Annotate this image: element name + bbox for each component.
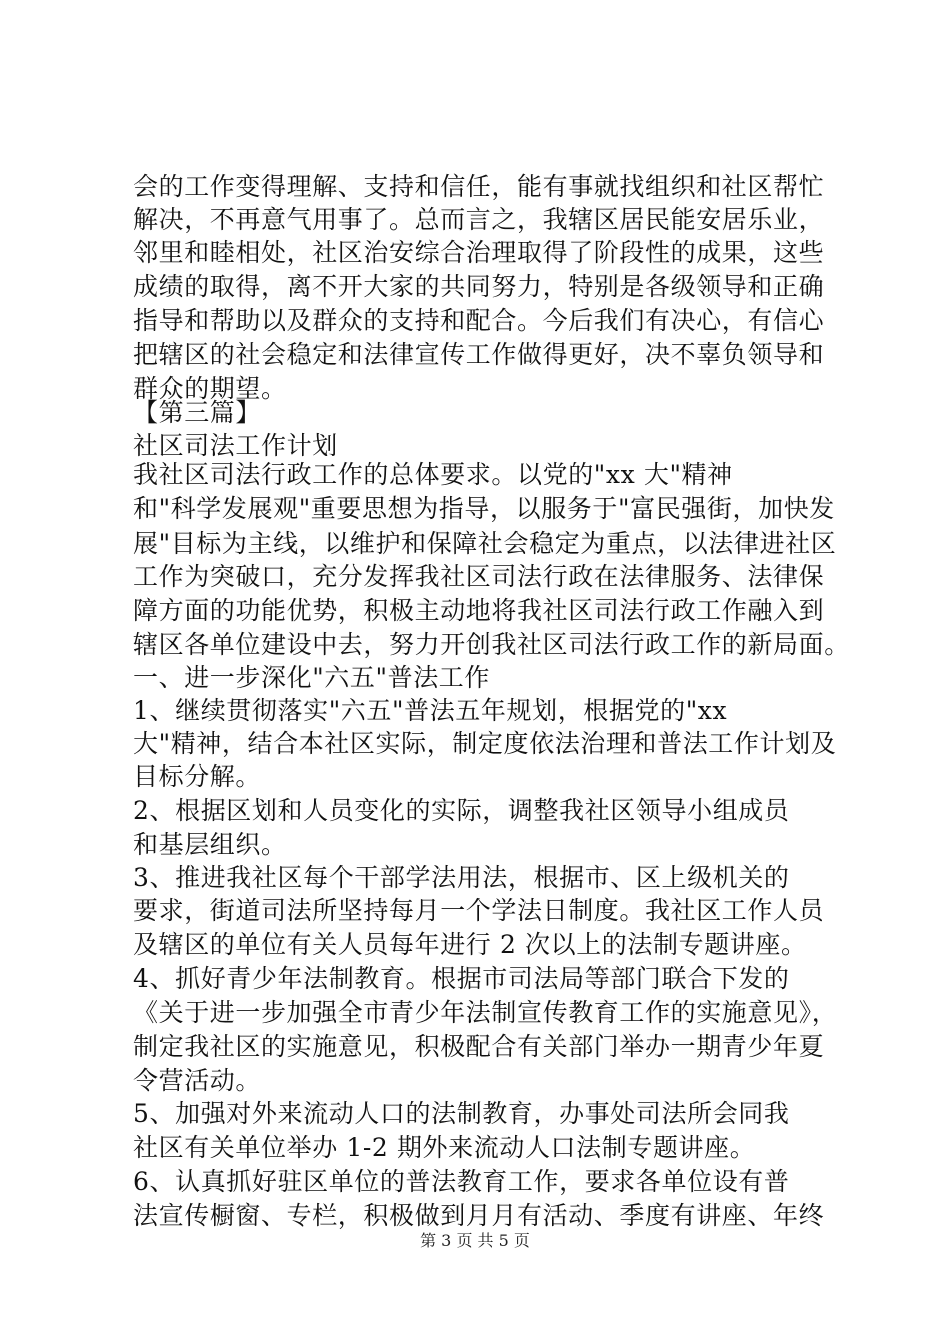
- page-footer: 第 3 页 共 5 页: [420, 1231, 530, 1250]
- text-line: 展"目标为主线，以维护和保障社会稳定为重点，以法律进社区: [133, 529, 837, 558]
- text-line: 3、推进我社区每个干部学法用法，根据市、区上级机关的: [133, 863, 790, 892]
- text-line: 障方面的功能优势，积极主动地将我社区司法行政工作融入到: [133, 596, 825, 625]
- text-line: 我社区司法行政工作的总体要求。以党的"xx 大"精神: [133, 460, 733, 489]
- text-line: 1、继续贯彻落实"六五"普法五年规划，根据党的"xx: [133, 696, 728, 725]
- text-line: 社区有关单位举办 1-2 期外来流动人口法制专题讲座。: [133, 1133, 756, 1162]
- text-line: 邻里和睦相处，社区治安综合治理取得了阶段性的成果，这些: [133, 238, 825, 267]
- text-line: 制定我社区的实施意见，积极配合有关部门举办一期青少年夏: [133, 1032, 825, 1061]
- text-line: 2、根据区划和人员变化的实际，调整我社区领导小组成员: [133, 796, 790, 825]
- text-line: 解决，不再意气用事了。总而言之，我辖区居民能安居乐业，: [133, 205, 825, 234]
- text-line: 社区司法工作计划: [133, 431, 338, 460]
- text-line: 6、认真抓好驻区单位的普法教育工作，要求各单位设有普: [133, 1167, 790, 1196]
- text-line: 和基层组织。: [133, 830, 287, 859]
- text-line: 指导和帮助以及群众的支持和配合。今后我们有决心，有信心: [133, 306, 825, 335]
- text-line: 【第三篇】: [133, 398, 262, 427]
- text-line: 一、进一步深化"六五"普法工作: [133, 663, 490, 692]
- text-line: 辖区各单位建设中去，努力开创我社区司法行政工作的新局面。: [133, 630, 850, 659]
- text-line: 《关于进一步加强全市青少年法制宣传教育工作的实施意见》，: [133, 998, 838, 1027]
- text-line: 大"精神，结合本社区实际，制定度依法治理和普法工作计划及: [133, 729, 837, 758]
- text-line: 目标分解。: [133, 762, 262, 791]
- text-line: 把辖区的社会稳定和法律宣传工作做得更好，决不辜负领导和: [133, 340, 825, 369]
- text-line: 法宣传橱窗、专栏，积极做到月月有活动、季度有讲座、年终: [133, 1201, 825, 1230]
- text-line: 要求，街道司法所坚持每月一个学法日制度。我社区工作人员: [133, 896, 825, 925]
- text-line: 会的工作变得理解、支持和信任，能有事就找组织和社区帮忙: [133, 172, 825, 201]
- text-line: 工作为突破口，充分发挥我社区司法行政在法律服务、法律保: [133, 562, 825, 591]
- text-line: 和"科学发展观"重要思想为指导，以服务于"富民强街，加快发: [133, 494, 835, 523]
- text-line: 及辖区的单位有关人员每年进行 2 次以上的法制专题讲座。: [133, 930, 807, 959]
- text-line: 5、加强对外来流动人口的法制教育，办事处司法所会同我: [133, 1099, 790, 1128]
- text-line: 群众的期望。: [133, 374, 287, 403]
- text-line: 令营活动。: [133, 1066, 262, 1095]
- text-line: 4、抓好青少年法制教育。根据市司法局等部门联合下发的: [133, 964, 790, 993]
- text-line: 成绩的取得，离不开大家的共同努力，特别是各级领导和正确: [133, 272, 825, 301]
